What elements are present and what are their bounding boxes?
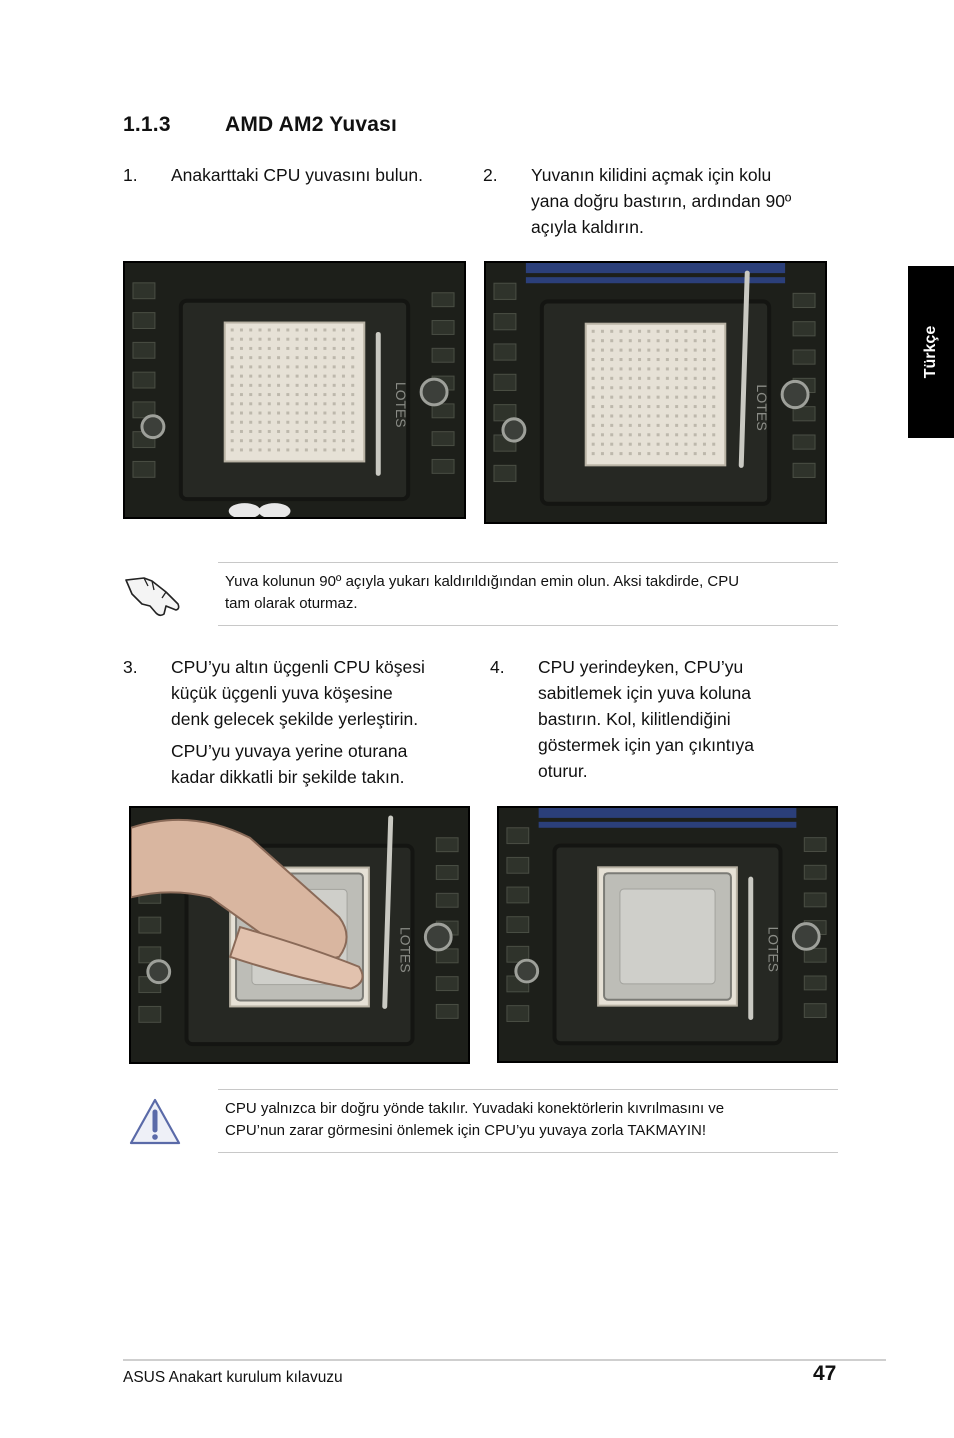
language-tab <box>908 266 954 438</box>
step-line: yana doğru bastırın, ardından 90º <box>531 191 792 211</box>
step-line: bastırın. Kol, kilitlendiğini <box>538 709 731 729</box>
photo-lever-raised-art <box>486 263 825 522</box>
footer-rule <box>123 1359 886 1361</box>
footer-manual-title: ASUS Anakart kurulum kılavuzu <box>123 1369 343 1386</box>
step-number: 3. <box>123 657 138 677</box>
step-2 <box>483 162 843 242</box>
photo-cpu-inserting-art <box>131 808 468 1062</box>
socket-label: LOTES <box>765 926 782 972</box>
step-1 <box>123 162 463 192</box>
step-line: açıyla kaldırın. <box>531 217 644 237</box>
socket-label: LOTES <box>397 927 414 973</box>
step-line: kadar dikkatli bir şekilde takın. <box>171 767 405 787</box>
step-line: CPU yerindeyken, CPU’yu <box>538 657 744 677</box>
step-number: 2. <box>483 165 498 185</box>
step-line: CPU’yu altın üçgenli CPU köşesi <box>171 657 425 677</box>
section-heading <box>123 113 397 137</box>
note-box <box>218 562 838 626</box>
step-line: Yuvanın kilidini açmak için kolu <box>531 165 772 185</box>
section-title: AMD AM2 Yuvası <box>225 113 398 136</box>
warning-triangle-icon <box>128 1096 182 1148</box>
step-line: CPU’yu yuvaya yerine oturana <box>171 741 408 761</box>
step-line: göstermek için yan çıkıntıya <box>538 735 754 755</box>
section-number: 1.1.3 <box>123 113 171 136</box>
page-number: 47 <box>813 1362 837 1385</box>
warning-line: CPU’nun zarar görmesini önlemek için CPU’yu yuvaya zorla TAKMAYIN! <box>225 1122 707 1139</box>
step-number: 1. <box>123 165 138 185</box>
note-text <box>225 571 835 615</box>
photo-cpu-seated <box>497 806 838 1063</box>
note-line: tam olarak oturmaz. <box>225 595 358 612</box>
step-3 <box>123 654 473 794</box>
note-line: Yuva kolunun 90º açıyla yukarı kaldırıldığından emin olun. Aksi takdirde, CPU <box>225 573 740 590</box>
warning-box <box>218 1089 838 1153</box>
step-line: denk gelecek şekilde yerleştirin. <box>171 709 419 729</box>
photo-cpu-seated-art <box>499 808 836 1061</box>
step-number: 4. <box>490 657 505 677</box>
warning-line: CPU yalnızca bir doğru yönde takılır. Yuvadaki konektörlerin kıvrılmasını ve <box>225 1100 725 1117</box>
photo-cpu-inserting <box>129 806 470 1064</box>
step-text <box>171 162 423 188</box>
photo-socket-closed-art <box>125 263 464 517</box>
step-text <box>531 162 791 240</box>
photo-socket-closed <box>123 261 466 519</box>
socket-label: LOTES <box>754 384 771 431</box>
photo-lever-raised <box>484 261 827 524</box>
language-tab-label: Türkçe <box>922 325 939 379</box>
step-line: küçük üçgenli yuva köşesine <box>171 683 393 703</box>
warning-text <box>225 1098 835 1142</box>
pointing-hand-icon <box>122 568 182 618</box>
step-text <box>538 654 754 784</box>
step-line: Anakarttaki CPU yuvasını bulun. <box>171 165 423 185</box>
step-line: sabitlemek için yuva koluna <box>538 683 752 703</box>
step-line: oturur. <box>538 761 588 781</box>
step-4 <box>490 654 840 794</box>
step-text <box>171 654 425 790</box>
socket-label: LOTES <box>393 382 410 428</box>
